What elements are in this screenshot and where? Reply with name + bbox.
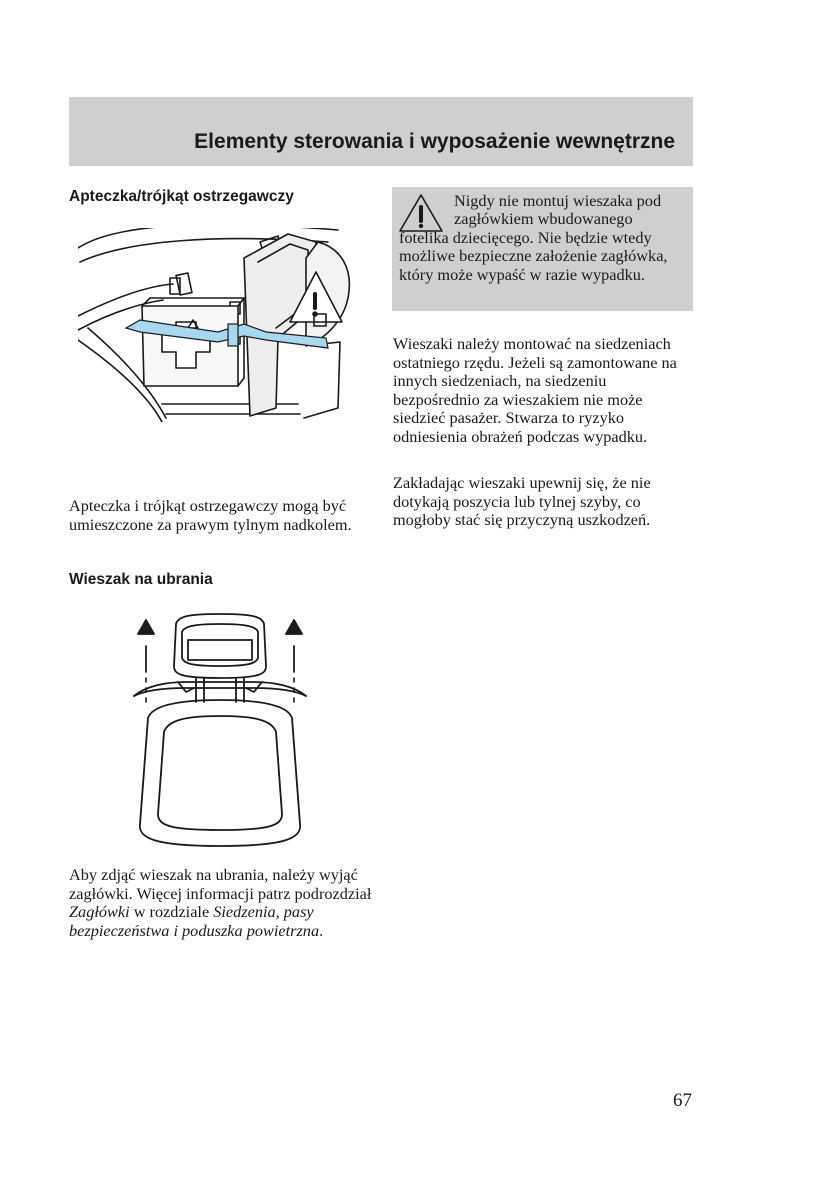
page-number: 67 xyxy=(673,1090,692,1111)
chapter-title: Elementy sterowania i wyposażenie wewnętrzne xyxy=(194,130,675,153)
chapter-header xyxy=(69,97,693,166)
hanger-caution-paragraph: Zakładając wieszaki upewnij się, że nie dotykają poszycia lub tylnej szyby, co mogłoby stać się przyczyną uszkodzeń. xyxy=(393,473,651,530)
coat-hanger-text-1: Aby zdjąć wieszak na ubrania, należy wyjąć zagłówki. Więcej informacji patrz podrozdział xyxy=(69,865,372,903)
section-heading-coat-hanger: Wieszak na ubrania xyxy=(69,571,213,588)
first-aid-paragraph: Apteczka i trójkąt ostrzegawczy mogą być umieszczone za prawym tylnym nadkolem. xyxy=(69,496,352,534)
warning-line-rest: fotelika dziecięcego. Nie będzie wtedy możliwe bezpieczne założenie zagłówka, który może wypaść w razie wypadku. xyxy=(399,227,668,284)
coat-hanger-text-3: . xyxy=(319,920,324,940)
hanger-mounting-paragraph: Wieszaki należy montować na siedzeniach ostatniego rzędu. Jeżeli są zamontowane na innych siedzeniach, na siedzeniu bezpośrednio za wieszakiem nie może siedzieć pasażer. Stwarza to ryzyko odniesienia obrażeń podczas wypadku. xyxy=(393,334,677,446)
coat-hanger-paragraph xyxy=(69,866,374,940)
coat-hanger-illustration xyxy=(126,612,314,848)
warning-box xyxy=(392,187,693,311)
first-aid-kit-illustration xyxy=(78,228,354,422)
coat-hanger-ref-chapter: Siedzenia, pasy bezpieczeństwa i poduszka powietrzna xyxy=(69,902,320,940)
warning-line-1: Nigdy nie montuj wieszaka pod xyxy=(454,191,662,210)
coat-hanger-ref-headrests: Zagłówki xyxy=(69,902,130,922)
section-heading-first-aid: Apteczka/trójkąt ostrzegawczy xyxy=(69,188,294,205)
warning-line-2: zagłówkiem wbudowanego xyxy=(454,209,633,229)
coat-hanger-text-2: w rozdziale xyxy=(129,902,214,922)
warning-text xyxy=(399,192,691,284)
